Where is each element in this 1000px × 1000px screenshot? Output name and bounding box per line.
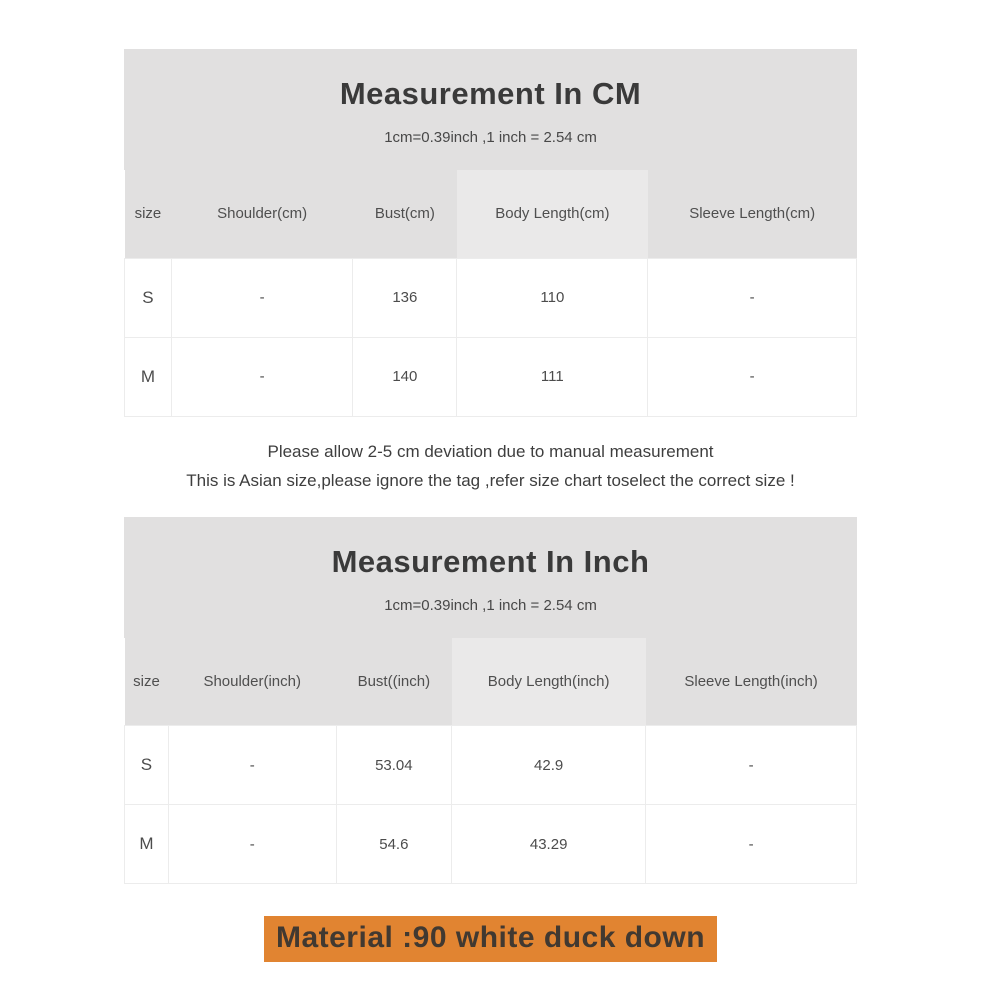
inch-column-body-length: Body Length(inch)	[452, 638, 646, 726]
inch-section-header	[124, 517, 857, 638]
inch-m-sleeve-length: -	[646, 805, 857, 884]
inch-m-shoulder: -	[168, 805, 336, 884]
inch-column-sleeve-length: Sleeve Length(inch)	[646, 638, 857, 726]
cm-column-shoulder: Shoulder(cm)	[171, 170, 353, 258]
size-chart-content	[124, 49, 857, 962]
cm-m-shoulder: -	[171, 337, 353, 416]
cm-m-size: M	[125, 337, 172, 416]
inch-column-shoulder: Shoulder(inch)	[168, 638, 336, 726]
cm-column-body-length: Body Length(cm)	[457, 170, 648, 258]
inch-s-shoulder: -	[168, 726, 336, 805]
inch-s-body-length: 42.9	[452, 726, 646, 805]
inch-measurement-table	[124, 638, 857, 885]
inch-s-size: S	[125, 726, 169, 805]
cm-s-shoulder: -	[171, 258, 353, 337]
note-line-asian-size: This is Asian size,please ignore the tag ,refer size chart toselect the correct size !	[186, 470, 795, 490]
inch-conversion-note: 1cm=0.39inch ,1 inch = 2.54 cm	[384, 596, 597, 614]
cm-m-bust: 140	[353, 337, 457, 416]
inch-table-row-s	[125, 726, 857, 805]
cm-s-bust: 136	[353, 258, 457, 337]
material-line	[124, 916, 857, 962]
cm-measurement-table	[124, 170, 857, 417]
measurement-note	[124, 417, 857, 517]
cm-column-sleeve-length: Sleeve Length(cm)	[648, 170, 857, 258]
cm-s-sleeve-length: -	[648, 258, 857, 337]
inch-s-bust: 53.04	[336, 726, 452, 805]
cm-table-row-m	[125, 337, 857, 416]
cm-s-size: S	[125, 258, 172, 337]
inch-m-bust: 54.6	[336, 805, 452, 884]
cm-column-bust: Bust(cm)	[353, 170, 457, 258]
cm-column-size: size	[125, 170, 172, 258]
cm-m-sleeve-length: -	[648, 337, 857, 416]
inch-column-bust: Bust((inch)	[336, 638, 452, 726]
note-line-deviation: Please allow 2-5 cm deviation due to manual measurement	[267, 441, 714, 461]
cm-conversion-note: 1cm=0.39inch ,1 inch = 2.54 cm	[384, 129, 597, 146]
material-highlight: Material :90 white duck down	[264, 916, 717, 962]
cm-table-header-row	[125, 170, 857, 258]
cm-table-row-s	[125, 258, 857, 337]
inch-table-header-row	[125, 638, 857, 726]
inch-table-row-m	[125, 805, 857, 884]
inch-s-sleeve-length: -	[646, 726, 857, 805]
cm-section-header	[124, 49, 857, 170]
cm-section-title: Measurement In CM	[339, 76, 642, 111]
inch-m-size: M	[125, 805, 169, 884]
cm-s-body-length: 110	[457, 258, 648, 337]
cm-m-body-length: 111	[457, 337, 648, 416]
inch-m-body-length: 43.29	[452, 805, 646, 884]
inch-column-size: size	[125, 638, 169, 726]
inch-section-title: Measurement In Inch	[331, 543, 650, 579]
